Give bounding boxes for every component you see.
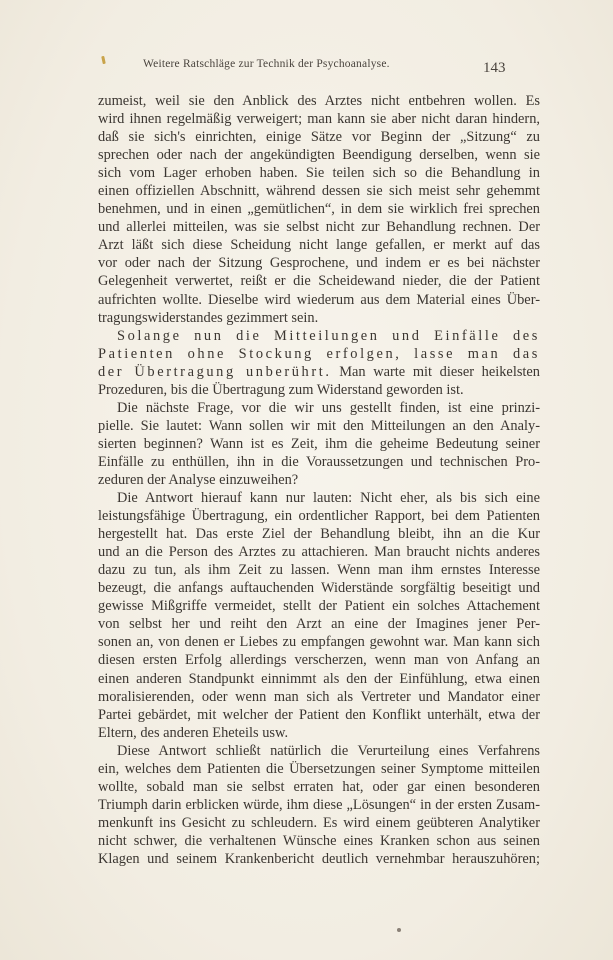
line-text: und allerlei mitteilen, was sie selbst nicht zur Behandlung rechnen. Der [98,219,540,236]
text-line [98,742,540,760]
text-line [98,146,540,164]
text-line [98,236,540,254]
text-line [98,633,540,651]
spaced-emphasis: Solange nun die Mitteilungen und Einfälle des [117,327,540,344]
text-line [98,796,540,814]
line-text: einen anderen Standpunkt einnimmt als den der Einfühlung, etwa einen [98,670,540,687]
line-text: Prozeduren, bis die Übertragung zum Widerstand geworden ist. [98,381,464,398]
text-line [98,128,540,146]
line-text: Eltern, des anderen Eheteils usw. [98,724,289,741]
text-line [98,399,540,417]
line-text: Gelegenheit verwertet, reißt er die Scheidewand nieder, die der Patient [98,273,540,290]
line-text: sonen an, von denen er Liebes zu empfangen gewohnt war. Man kann sich [98,634,540,651]
page-number: 143 [483,60,506,76]
line-text: menkunft ins Gesicht zu schleudern. Es wird einem geübteren Analytiker [98,814,540,831]
text-line [98,363,540,381]
line-text: pielle. Sie lautet: Wann sollen wir mit den Mitteilungen an den Analy- [98,417,540,434]
line-text: und an die Person des Arztes zu attachieren. Man braucht nichts anderes [98,544,540,561]
text-line [98,670,540,688]
line-text: Partei gebärdet, mit welcher der Patient den Konflikt unterhält, etwa der [98,706,540,723]
text-line [98,345,540,363]
text-line [98,164,540,182]
line-text: Arzt läßt sich diese Scheidung nicht lange gefallen, er merkt auf das [98,237,540,254]
line-text: von selbst her und reiht den Arzt an eine der Imagines jener Per- [98,616,540,633]
text-line [98,291,540,309]
line-text: vor oder nach der Sitzung Gesprochene, und indem er es bei nächster [98,255,540,272]
line-text: bezeugt, die anfangs auftauchenden Widerstände sorgfältig beseitigt und [98,580,540,597]
text-line [98,489,540,507]
text-line [98,543,540,561]
line-text: dazu zu tun, als ihm Zeit zu lassen. Wenn man ihm ernstes Interesse [98,562,540,579]
spaced-emphasis: Patienten ohne Stockung erfolgen, lasse man das [98,345,540,362]
text-line [98,760,540,778]
text-line [98,706,540,724]
line-text: gewisse Mißgriffe vermeidet, stellt der Patient ein solches Attachement [98,598,540,615]
ink-mark [101,56,106,64]
line-text: tragungswiderstandes gezimmert sein. [98,309,319,326]
line-text: Die Antwort hierauf kann nur lauten: Nicht eher, als bis sich eine [117,490,540,507]
spaced-emphasis: der Übertragung unberührt. [98,363,332,380]
line-text: Triumph darin erblicken würde, ihm diese „Lösungen“ in der ersten Zusam- [98,796,540,813]
body-text [98,92,540,868]
running-title: Weitere Ratschläge zur Technik der Psychoanalyse. [143,58,390,70]
text-line [98,182,540,200]
line-text: moralisierenden, oder wenn man sich als Vertreter und Mandator einer [98,688,540,705]
text-line [98,381,540,399]
text-line [98,200,540,218]
text-line [98,561,540,579]
line-text: hergestellt hat. Das erste Ziel der Behandlung bleibt, ihn an die Kur [98,526,540,543]
text-line [98,850,540,868]
line-text: sprechen oder nach der angekündigten Beendigung derselben, wenn sie [98,147,540,164]
line-text: Klagen und seinem Krankenbericht deutlich vernehmbar herauszuhören; [98,850,540,867]
text-line [98,272,540,290]
text-line [98,254,540,272]
text-line [98,471,540,489]
text-line [98,453,540,471]
line-text: aufrichten wollte. Dieselbe wird wiederum aus dem Material eines Über- [98,291,540,308]
line-text: diesen ersten Erfolg allerdings verscherzen, wenn man von Anfang an [98,652,540,669]
text-line [98,507,540,525]
line-text: Diese Antwort schließt natürlich die Verurteilung eines Verfahrens [117,742,540,759]
text-line [98,832,540,850]
line-text: sich vom Lager erhoben haben. Sie teilen sich so die Behandlung in [98,165,540,182]
text-line [98,218,540,236]
text-line [98,615,540,633]
text-line [98,525,540,543]
text-line [98,327,540,345]
line-text: sierten beginnen? Wann ist es Zeit, ihm die geheime Bedeutung seiner [98,435,540,452]
line-text: wollte, sobald man sie selbst erraten hat, oder gar einen besonderen [98,778,540,795]
text-line [98,597,540,615]
line-text: Man warte mit dieser heikelsten [339,363,540,380]
text-line [98,435,540,453]
text-line [98,309,540,327]
line-text: zumeist, weil sie den Anblick des Arztes nicht entbehren wollen. Es [98,93,540,109]
line-text: nicht schwer, die verhaltenen Wünsche eines Kranken schon aus seinen [98,832,540,849]
text-line [98,724,540,742]
line-text: wird ihnen regelmäßig verweigert; man kann sie aber nicht daran hindern, [98,111,540,128]
text-line [98,814,540,832]
text-line [98,778,540,796]
line-text: Die nächste Frage, vor die wir uns gestellt finden, ist eine prinzi- [117,399,540,416]
line-text: benehmen, und in einen „gemütlichen“, in dem sie wirklich frei sprechen [98,201,540,218]
line-text: zeduren der Analyse einzuweihen? [98,471,299,488]
text-line [98,110,540,128]
line-text: Einfälle zu enthüllen, ihn in die Voraussetzungen und technischen Pro- [98,453,540,470]
line-text: daß sie sich's einrichten, einige Sätze vor Beginn der „Sitzung“ zu [98,129,540,146]
line-text: leistungsfähige Übertragung, ein ordentlicher Rapport, bei dem Patienten [98,508,540,525]
text-line [98,417,540,435]
text-line [98,651,540,669]
specks-dot [397,928,401,932]
text-line [98,579,540,597]
text-line [98,688,540,706]
text-line [98,92,540,110]
line-text: ein, welches dem Patienten die Übersetzungen seiner Symptome mitteilen [98,760,540,777]
line-text: einen offiziellen Abschnitt, während dessen sie sich meist sehr gehemmt [98,183,540,200]
